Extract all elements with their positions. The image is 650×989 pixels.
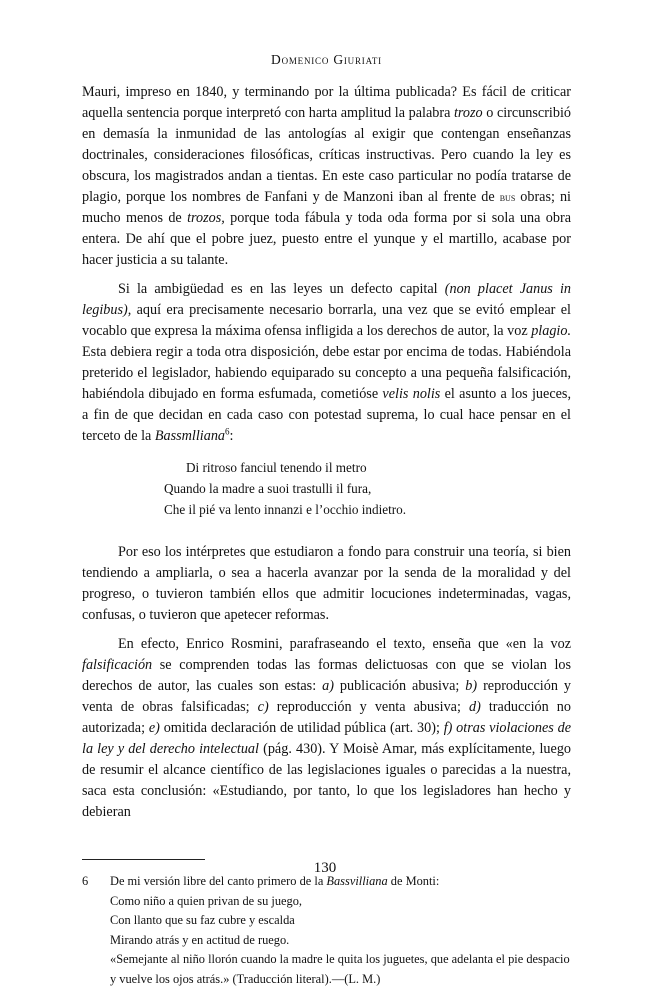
italic-run: plagio. [531, 323, 571, 339]
paragraph-1 [82, 82, 571, 271]
header-author: Domenico Giuriati [271, 52, 382, 67]
italic-run: d) [468, 699, 481, 715]
text-run: porque toda fábula y toda oda forma por si sola una obra entera. De ahí que el pobre juez, puesto entre el yunque y el martillo, acabase por hacer justicia a su talante. [82, 210, 571, 268]
text-run: o circunscribió en demasía la inmunidad de las antologías al exigir que contengan enseñanzas doctrinales, consideraciones filosóficas, críticas instructivas. Pero cuando la ley es obscura, los magistrados andan a tientas. En este caso particular no podía tratarse de plagio, porque los nombres de Fanfani y de Manzoni iban al frente de [82, 105, 572, 205]
text-run: obras; ni mucho menos de [82, 189, 571, 226]
page-number: 130 [313, 860, 337, 876]
footnote-literal-translation: «Semejante al niño llorón cuando la madre le quita los juguetes, que adelanta el pie despacio y vuelve los ojos atrás.» (Traducción literal).—(L. M.) [110, 952, 570, 986]
text-run: En efecto, Enrico Rosmini, parafraseando el texto, enseña que «en la voz [118, 636, 571, 652]
text-run: : [229, 428, 234, 444]
italic-run: falsificación [82, 657, 153, 673]
italic-run: a) [322, 678, 334, 694]
text-run: omitida declaración de utilidad pública (art. 30); [159, 720, 444, 736]
footnote-number: 6 [82, 874, 89, 888]
smallcaps-run: bus [499, 190, 516, 204]
text-run: Mauri, impreso en 1840, y terminando por la última publicada? Es fácil de criticar aquella sentencia porque interpretó con harta amplitud la palabra [82, 84, 571, 121]
italic-run: Bassvilliana [326, 874, 388, 888]
footnote [82, 872, 571, 989]
text-run: (pág. 430). Y Moisè Amar, más explícitamente, luego de resumir el alcance científico de las legislaciones iguales o parecidas a la nuestra, saca esta conclusión: «Estudiando, por tanto, lo que los legisladores han hecho y debieran [82, 741, 572, 820]
text-run: De mi versión libre del canto primero de la [110, 874, 327, 888]
verse-line: Quando la madre a suoi trastulli il fura, [164, 481, 372, 496]
text-run: el asunto a los jueces, a fin de que decidan en cada caso con potestad suprema, lo cual hace pensar en el terceto de la [82, 386, 571, 444]
text-run: aquí era precisamente necesario borrarla, una vez que se evitó emplear el vocablo que expresa la máxima ofensa infligida a los derechos de autor, la voz [82, 302, 571, 339]
footnote-verse-line: Mirando atrás y en actitud de ruego. [110, 932, 290, 947]
text-run: Si la ambigüedad es en las leyes un defecto capital [118, 281, 445, 297]
italic-run: Bassmlliana [154, 428, 226, 444]
text-run: Esta debiera regir a toda otra disposición, debe estar por encima de todas. Habiéndola preterido el legislador, habiendo equiparado su concepto a una pequeña falsificación, habiéndola dibujado en forma esfumada, cometióse [82, 344, 571, 402]
paragraph-4 [82, 634, 571, 823]
italic-run: velis nolis [382, 386, 441, 402]
text-run: se comprenden todas las formas delictuosas con que se violan los derechos de autor, las cuales son estas: [82, 657, 571, 694]
running-header [82, 52, 571, 68]
text-run: reproducción y venta abusiva; [268, 699, 469, 715]
page-body [82, 52, 571, 989]
text-run: traducción no autorizada; [82, 699, 571, 736]
italic-run: f) otras violaciones de la ley y del derecho intelectual [82, 720, 571, 757]
footnote-ref: 6 [225, 426, 230, 437]
verse-line: Di ritroso fanciul tenendo il metro [186, 460, 367, 475]
paragraph-2 [82, 279, 571, 447]
footnote-verse-line: Con llanto que su faz cubre y escalda [110, 913, 295, 927]
italic-run: e) [148, 720, 160, 736]
paragraph-3 [82, 542, 571, 626]
footnote-verse-line: Como niño a quien privan de su juego, [110, 893, 303, 908]
text-run: Por eso los intérpretes que estudiaron a fondo para construir una teoría, si bien tendiendo a ampliarla, o sea a hacerla avanzar por la senda de la moralidad y del progreso, o tuvieron también ellos que admitir locuciones indeterminadas, vagas, confusas, o tuvieron que apetecer reformas. [82, 544, 571, 623]
text-run: publicación abusiva; [333, 678, 466, 694]
italic-run: trozos, [187, 210, 225, 226]
italic-run: c) [257, 699, 269, 715]
italic-run: trozo [453, 105, 483, 121]
italic-run: b) [465, 678, 478, 694]
verse-line: Che il pié va lento innanzi e l’occhio indietro. [164, 502, 407, 517]
verse-block [164, 457, 571, 520]
italic-run: (non placet Janus in legibus), [82, 281, 571, 318]
text-run: de Monti: [387, 874, 440, 888]
text-run: reproducción y venta de obras falsificadas; [82, 678, 571, 715]
